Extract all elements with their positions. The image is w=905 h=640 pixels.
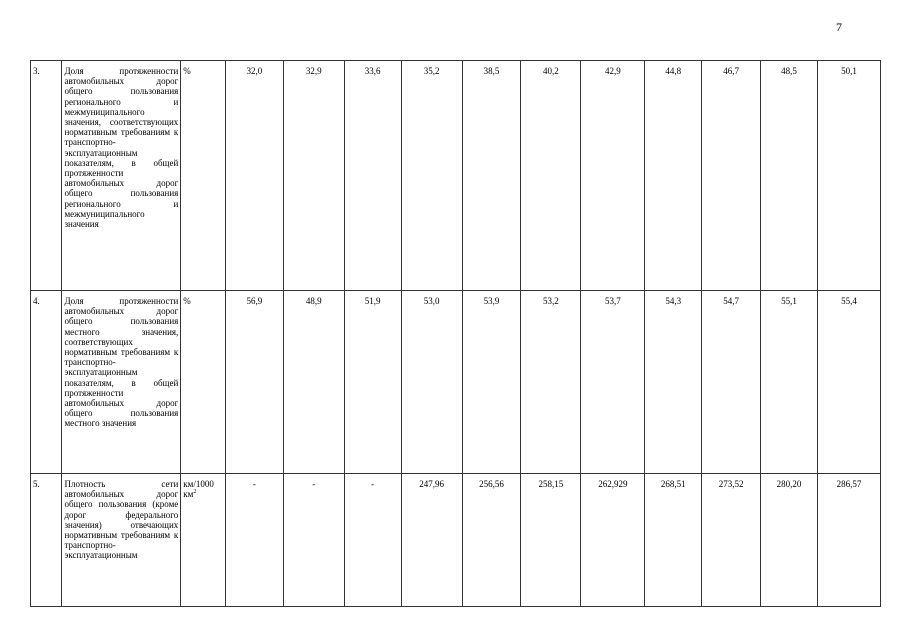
value-cell: 55,4	[817, 291, 880, 474]
value-cell: 286,57	[817, 474, 880, 607]
value-cell: 35,2	[401, 61, 462, 291]
value-cell: 53,9	[462, 291, 521, 474]
value-cell: -	[225, 474, 283, 607]
value-cell: -	[283, 474, 344, 607]
value-cell: 280,20	[761, 474, 818, 607]
value-cell: -	[344, 474, 401, 607]
unit-cell	[181, 291, 226, 474]
value-cell: 44,8	[645, 61, 702, 291]
table-row	[31, 61, 881, 291]
unit-label: %	[183, 66, 191, 76]
row-number: 4.	[31, 291, 62, 474]
unit-cell	[181, 61, 226, 291]
value-cell: 247,96	[401, 474, 462, 607]
unit-superscript: 2	[193, 489, 197, 496]
value-cell: 53,7	[581, 291, 645, 474]
value-cell: 268,51	[645, 474, 702, 607]
page-number: 7	[836, 20, 842, 34]
value-cell: 55,1	[761, 291, 818, 474]
value-cell: 273,52	[702, 474, 761, 607]
unit-cell	[181, 474, 226, 607]
value-cell: 33,6	[344, 61, 401, 291]
value-cell: 46,7	[702, 61, 761, 291]
value-cell: 56,9	[225, 291, 283, 474]
value-cell: 54,3	[645, 291, 702, 474]
value-cell: 38,5	[462, 61, 521, 291]
value-cell: 256,56	[462, 474, 521, 607]
unit-label: км/1000 км	[183, 479, 214, 500]
value-cell: 40,2	[521, 61, 581, 291]
indicators-table	[30, 60, 881, 607]
indicator-name: Доля протяженности автомобильных дорог общего пользования местного значения, соответствующих нормативным требованиям к транспортно-эксплуатационным показателям, в общей протяженности автомобильных дорог общего пользования местного значения	[62, 291, 181, 474]
table-row	[31, 291, 881, 474]
value-cell: 32,9	[283, 61, 344, 291]
indicator-name: Плотность сети автомобильных дорог общего пользования (кроме дорог федерального значения) отвечающих нормативным требованиям к транспортно-эксплуатационным	[62, 474, 181, 607]
value-cell: 258,15	[521, 474, 581, 607]
value-cell: 42,9	[581, 61, 645, 291]
value-cell: 51,9	[344, 291, 401, 474]
value-cell: 48,9	[283, 291, 344, 474]
indicator-name: Доля протяженности автомобильных дорог общего пользования регионального и межмуниципального значения, соответствующих нормативным требованиям к транспортно-эксплуатационным показателям, в общей протяженности автомобильных дорог общего пользования регионального и межмуниципального значения	[62, 61, 181, 291]
table-row	[31, 474, 881, 607]
value-cell: 262,929	[581, 474, 645, 607]
value-cell: 53,2	[521, 291, 581, 474]
unit-label: %	[183, 296, 191, 306]
row-number: 3.	[31, 61, 62, 291]
value-cell: 32,0	[225, 61, 283, 291]
value-cell: 50,1	[817, 61, 880, 291]
row-number: 5.	[31, 474, 62, 607]
value-cell: 48,5	[761, 61, 818, 291]
value-cell: 54,7	[702, 291, 761, 474]
value-cell: 53,0	[401, 291, 462, 474]
